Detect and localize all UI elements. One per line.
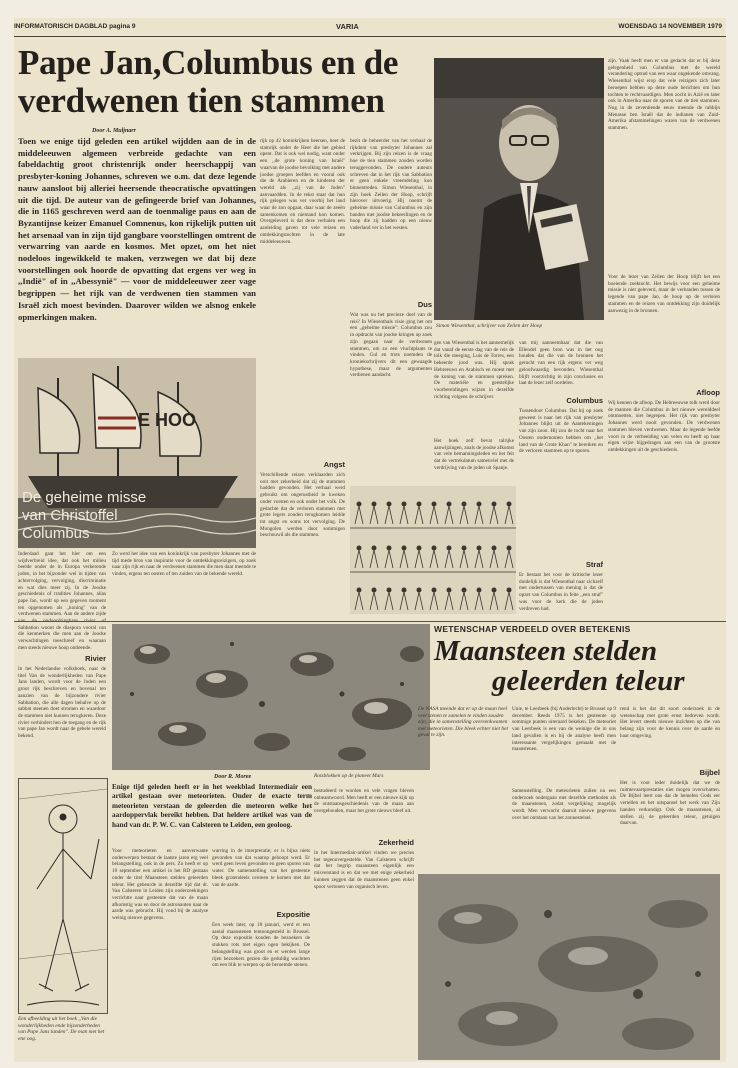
- article1-col2: rijk op 42 koninkrijken heersen, heet de stamrijk onder de Heer die het gebied opent. Dat is ook wel nodig, want onder een ,,de grote koning van Israël" waarvan de joodse bevolking met andere joodse groepen leefden en vooral ook die de Arabieren en de kinderen der wereld als ,,zij van de Joden" aanvaardden. In de tekst staat dat hun rijk gelegen was ver voorbij het land waar de zon opgaat, daar waar de zeeën samenkomen en niemand kon komen. Overgeleverd is dat deze verhalen een aanleiding gaven tot vele reizen en ontdekkingstochten in de late middeleeuwen.: [260, 138, 345, 245]
- article2-col5b: Het is voor ieder duidelijk dat we de ruimtevaartprestaties niet mogen overschatten. De Bijbel leert ons dat de hemelen Gods eer vertellen en het uitspansel het werk van Zijn handen verkondigt. Ook de maanstenen, al stellen zij de geleerden teleur, getuigen daarvan.: [620, 780, 720, 827]
- article1-col6b: Voor de lezer van Zeilen der Hoop blijft het een boeiende zoektocht. Het bewijs voor een geheime missie is niet geleverd, maar de verbanden tussen de legende van pape Jan, de hoop op de verloren stammen en de reizen van ontdekking zijn duidelijk aanwezig in de bronnen.: [608, 274, 720, 314]
- article1-col6: zijn. Vaak heeft men er van gedacht dat er bij deze gelegenheid van Columbus met de wereld verandering optrad van een waar ongekende omvang. Wiesenthal wijst erop dat vele reizigers zich later beroepen hebben op deze oude berichten om hun tochten te rechtvaardigen. Men zocht in Azië en later ook in Amerika naar de sporen van de tien stammen. Nog in de zeventiende eeuw meende de rabbijn Menasse ben Israël dat de indianen van Zuid-Amerika afstammelingen waren van de verdwenen stammen.: [608, 58, 720, 132]
- header-section: VARIA: [336, 22, 359, 31]
- article2-intro: Enige tijd geleden heeft er in het weekblad Intermediair een artikel gestaan over meteorieten. Onder de exacte term meteorieten verstaan de geleerden die meteoren welke het aardoppervlak bereikt hebben. Dat heldere artikel was van de hand van dr. P. W. C. van Calsteren te Leiden, een geoloog.: [112, 783, 312, 829]
- article1-col4: gen van Wiesenthal is het aannemelijk dat vanaf de eerste dag van de reis de tolk die meeging, Luis de Torres, een bekeerde jood was. Hij sprak Hebreeuws en Arabisch en moest met de koning van de stammen spreken. De materiële en geestelijke voorbereidingen wijzen in dezelfde richting volgens de schrijver.: [434, 340, 514, 400]
- article1-col5: van mij aanneembaar dat die van Ellendel geen bron was in het oog houden dat die van de bronnen het gerucht van een rijk ergens ver weg geloofwaardig bevonden. Wiesenthal blijft voorzichtig in zijn conclusies en laat de lezer zelf oordelen.: [519, 340, 603, 387]
- ship-caption-line1: De geheime misse: [22, 489, 147, 506]
- procession-engraving: [350, 486, 516, 614]
- subhead-zekerheid: Zekerheid: [378, 838, 414, 847]
- article2-title-line1: Maansteen stelden: [434, 635, 658, 667]
- header-left: INFORMATORISCH DAGBLAD pagina 9: [14, 23, 136, 30]
- article1-col5b: Tussendoor Columbus. Dat hij op zoek geweest is naar het rijk van presbyter Johannes blijkt uit de Aantekeningen van zijn zoon. Hij zou de tocht naar het Oosten ondernomen hebben om ,,het land van de Grote Khan" te bereiken en de verloren stammen op te sporen.: [519, 408, 603, 455]
- article1-intro: Toen we enige tijd geleden een artikel wijdden aan de in de middeleeuwen algemeen verbreide gedachte van een fabeldachtig groot christenrijk onder heerschappij van presbyter-koning Johannes, schreven we o.m. dat deze legende nauw aansloot bij alleriei heersende theocratische opvattingen uit die tijd. De auteur van de gefingeerde brief van Johannes, die in 1165 geschreven werd aan de toenmalige paus en aan de Byzantijnse keizer Emanuel Comnenus, kon rijkelijk putten uit het arsenaal van in zijn tijd gangbare voorstellingen omtrent de verwarring van aarde en kosmos. Met opzet, om het niet nodeloos ingewikkeld te maken, verzwegen we dat bij deze voorstellingen ook hoorde de opvatting dat ergens ver weg in ,,Indië" of in ,,Abessynië" — voor de middeleeuwer zeer vage begrippen — het rijk van de verdwenen tien stammen van Israël zich moest bevinden. Daarover wilden we alsnog enkele opmerkingen maken.: [18, 136, 256, 322]
- article1-col5c: Er bestaat het voor de kritische lezer duidelijk is dat Wiesenthal naar zichzelf met ondertussen van mening is dat de opzet van Columbus in feite ,,een straf" was voor de kerk die de joden verdreven had.: [519, 572, 603, 612]
- article2-col3b: In het Intermediair-artikel vinden we precies het tegenovergestelde. Van Calsteren schrijft dat het begrip maansteen eigenlijk een misverstand is en dat we met enige zekerheid kunnen zeggen dat de maanstenen geen enkel spoor vertonen van organisch leven.: [314, 850, 414, 890]
- mars-rock-photo: [112, 624, 430, 770]
- article1-title-line1: Pape Jan,Columbus en de: [18, 43, 399, 82]
- ship-sign-text: E HOO: [138, 410, 197, 430]
- article2-byline: Door R. Moree: [214, 774, 252, 780]
- article2-col2b: Een week later, op 18 januari, werd er een aantal maanstenen tentoongesteld in Brussel. Op deze expositie konden de bezoekers de stukken rots met eigen ogen bekijken. De belangstelling was groot en er werden lange rijen bezoekers gezien die geduldig wachtten om een blik te werpen op de beroemde stenen.: [212, 922, 310, 969]
- article1-col2c: Verschillende reizen verklaarden zich ooit met zekerheid dat zij de stammen hadden gevonden. Het verhaal werd gebruikt om ongerustheid te kweken onder vorsten en ook onder het volk. De gedachte dat de verloren stammen met grote legers zouden terugkomen leidde tot angst en soms tot vervolging. De Mongolen werden door sommigen beschouwd als die stammen.: [260, 472, 345, 539]
- newspaper-page: [14, 18, 726, 1062]
- subhead-angst: Angst: [323, 460, 345, 469]
- header-date: WOENSDAG 14 NOVEMBER 1979: [618, 23, 722, 30]
- section-divider: [14, 621, 726, 622]
- article1-col1: Inderdaad gaat het hier om een wijdverbreid idee, dat ook het milieu beelde onder de in Europa verkerende joden, in het bijzonder wel in tijden van achtervolging, vervolging, discriminatie en wat dies meer zij. In de Joodse geschiedenis of tradities Johannes, alias pape Jan, wordt op een gegeven moment ten opgenomen als ,,koning" van de verdwenen stammen. Aan de andere zijde Sabbation woont de diaspora vooral van die kenmerken die men aan de Joodse verwachtingen toeschreef en waaraan men steeds nieuwe hoop ontleende.: [18, 551, 106, 651]
- subhead-afloop: Afloop: [696, 388, 720, 397]
- subhead-expositie: Expositie: [276, 910, 310, 919]
- ship-illustration: [18, 358, 256, 548]
- moon-surface-photo: [418, 874, 720, 1060]
- wiesenthal-caption: Simon Wiesenthal, schrijver van Zeilen der Hoop: [436, 323, 543, 329]
- subhead-straf: Straf: [585, 560, 603, 569]
- article2-col4: Unie, te Leerbeek (bij Anderlecht) te Brussel op 9 december. Reeds 1975 is het gesteente op sommige punten uiteraard bekeken. De meteoriet van Leerbeek is een van de weinige die in ons land gevallen is en bij de analyse heeft men interessante vergelijkingen gemaakt met de maanstenen.: [512, 706, 616, 753]
- page-header: [14, 18, 726, 37]
- woodcut-illustration: [18, 778, 108, 1014]
- wiesenthal-photo: [434, 58, 604, 320]
- article1-byline: Door A. Muljnarr: [92, 128, 136, 134]
- woodcut-caption: Een afbeelding uit het boek ,,Van die wonderlijkheden ende bijzonderheden van Pape Jans landen". De man met het ene oog.: [18, 1016, 105, 1042]
- article1-col3b: Wat was nu het precieze doel van de reis? In Wiesenthals visie ging het om een ,,geheime missie": Columbus zou in opdracht van joodse kringen op zoek zijn gegaan naar de verdwenen stammen, om zo een vluchtplaats te vinden. Gul en trots noemden de kroniekschrijvers dit een gewaagde hypothese, maar de argumenten verdienen aandacht.: [350, 312, 432, 379]
- article2-col2: warring in de interpretatie; er is bijna niets gevonden van dat waarop gehoopt werd. Er werd geen leven gevonden en geen sporen van water. De samenstelling van het gesteente bleek grotendeels overeen te komen met dat van de aarde.: [212, 848, 310, 888]
- article2-col1: Voor meteorieten en aanverwante onderwerpen bestaat de laatste jaren erg veel belangstelling, ook in de pers. Zo heeft er op 10 september een artikel in het RD gestaan onder de titel Maansteen stelden geleerden teleur. Het gebeurde in dezelfde tijd dat dr. Van Calsteren in Leiden zijn onderzoekingen verrichtte naar gesteente dat van de maan afkomstig was en door de astronauten naar de aarde was gebracht. Hij vond bij de analyse weinig nieuwe gegevens.: [112, 848, 208, 922]
- article1-col6c: Wij kennen de afloop. De Hebreeuwse tolk werd door de mannen die Columbus in het nieuwe werelddeel ontmoetten, niet begrepen. Het rijk van presbyter Johannes werd nooit gevonden. De verdwenen stammen bleven verdwenen. Maar de legende leefde voort in de verbeelding van velen en heeft op haar eigen wijze bijgedragen aan een van de grootste ontdekkingen uit de geschiedenis.: [608, 400, 720, 453]
- article2-col3: bestudeerd te worden en vele vragen bleven onbeantwoord. Men heeft er een nieuwe kijk op de ontstaansgeschiedenis van de maan aan overgehouden, maar het grote nieuws bleef uit.: [314, 788, 414, 815]
- article1-title-line2: verdwenen tien stammen: [18, 81, 385, 120]
- article1-col2-bottom: Zo werd het idee van een koninkrijk van presbyter Johannes met de tijd mede bron van inspiratie voor de ontdekkingsreizigers, op zoek naar zijn rijk en naar de verdwenen stammen die men daar meende te vinden, ergens ten oosten of ten zuiden van de bekende wereld.: [112, 551, 256, 578]
- article1-col3: bezit de beheerder van het verhaal de rijkdom van presbyter Johannes zal verkrijgen. Bij zijn reizen is de vraag hoe de tien stammen zouden worden teruggevonden. De oudere auteurs schreven dat in het rijk van Sabbation er geen enkele vreemdeling kon binnentreden. Simon Wiesenthal, in zijn boek Zeilen der Hoop, schrijft hierover uitvoerig. Hij noemt de geheime missie van Columbus en zijn banden met joodse bekeerlingen en de hoop die zij hadden op een nieuw vaderland ver in het westen.: [350, 138, 432, 232]
- subhead-rivier: Rivier: [85, 654, 106, 663]
- article1-col4b: Het boek zelf bevat talrijke aanwijzingen, zoals de joodse afkomst van vele bemanningsleden en het feit dat de vertrekdatum samenviel met de verdrijving van de joden uit Spanje.: [434, 438, 514, 471]
- nasa-caption: De NASA meende dat er op de maan heel veel stenen te zamelen te vinden zouden zijn, die in samenstelling overeenkwamen met meteorieten. Die bleek echter niet het geval te zijn.: [418, 706, 508, 739]
- article2-kicker: WETENSCHAP VERDEELD OVER BETEKENIS: [434, 624, 631, 634]
- mars-photo-caption: Rotsblokken op de planeet Mars: [314, 773, 384, 779]
- article2-col4b: Samenstelling. De meteorieten zullen nu een onderzoek ondergaan met dezelfde methoden als de maanstenen, zodat vergelijking mogelijk wordt. Men verwacht daaruit nieuwe gegevens over het ontstaan van het zonnestelsel.: [512, 788, 616, 821]
- article1-col1b: In het Nederlandse volksboek, naar de titel Van de wonderlijkheden van Pape Jans landen, wordt voor de Joden een groot rijk beschreven en bovenal ten aanzien van de bijzondere rivier Sabbation, die alle dagen behalve op de sabbat steenen doet stromen en waardoor de stammen niet kunnen terugkeren. Deze rivier verhindert hen de toegang en de rijk van pape Jan wordt naar de gehele wereld bekend.: [18, 666, 106, 740]
- ship-caption-line2: van Christoffel: [22, 507, 118, 524]
- article2-title-line2: geleerden teleur: [492, 665, 685, 697]
- subhead-bijbel: Bijbel: [699, 768, 720, 777]
- ship-caption-line3: Columbus: [22, 525, 90, 542]
- article2-col5: rend is het dat dit soort onderzoek in de wetenschap met grote ernst bedreven wordt. Het levert steeds nieuwe inzichten op die van belang zijn voor de kennis over de aarde en haar omgeving.: [620, 706, 720, 739]
- subhead-columbus: Columbus: [566, 396, 603, 405]
- subhead-dus: Dus: [417, 300, 432, 309]
